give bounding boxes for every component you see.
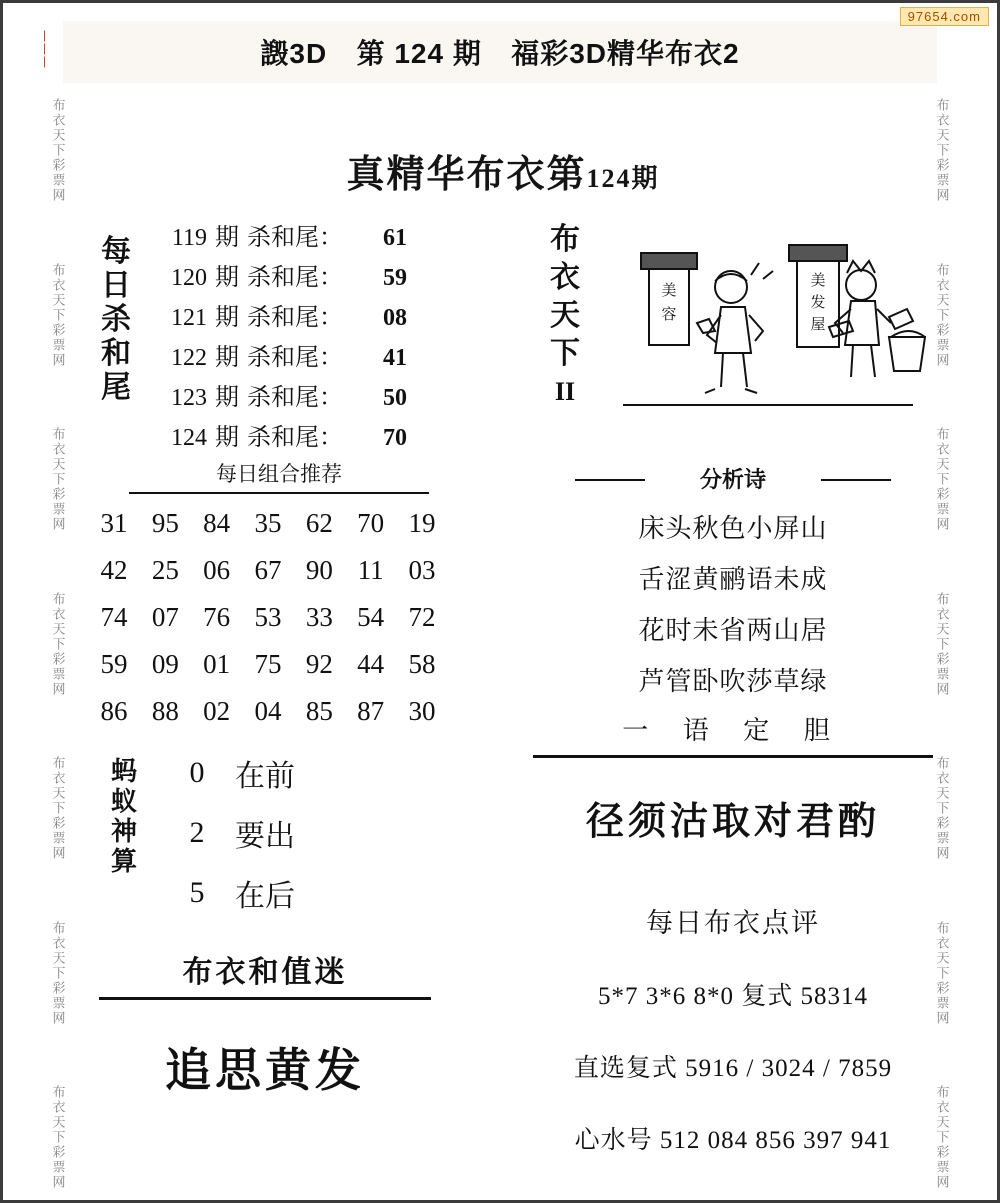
hezhi-riddle-title: 布衣和值迷 <box>99 947 431 1000</box>
title-prefix: 譭3D <box>260 38 328 69</box>
combo-recommend-title: 每日组合推荐 <box>129 458 429 494</box>
watermark-text: 布衣天下彩票网 <box>934 98 950 203</box>
grid-cell: 03 <box>408 555 436 585</box>
row-value: 59 <box>383 265 407 291</box>
period-unit: 期 <box>215 385 239 411</box>
watermark-text: 布衣天下彩票网 <box>934 427 950 532</box>
kill-sum-list <box>145 217 445 457</box>
row-label: 杀和尾： <box>247 345 343 371</box>
table-row <box>91 508 445 539</box>
ant-divination-block <box>85 743 445 933</box>
grid-cell: 72 <box>408 602 436 632</box>
grid-cell: 62 <box>305 508 333 538</box>
ant-number: 0 <box>189 756 205 789</box>
period-number: 121 <box>171 305 207 331</box>
one-word-answer: 径须沽取对君酌 <box>585 801 880 843</box>
review-line: 直选复式 5916 / 3024 / 7859 <box>573 1055 893 1082</box>
svg-text:美: 美 <box>810 273 826 289</box>
period-unit: 期 <box>215 305 239 331</box>
watermark-text: 布衣天下彩票网 <box>934 262 950 368</box>
grid-cell: 44 <box>357 649 385 679</box>
svg-text:容: 容 <box>661 307 677 323</box>
grid-cell: 09 <box>151 649 179 679</box>
period-unit: 期 <box>215 265 239 291</box>
site-badge: 97654.com <box>900 7 989 26</box>
red-tick-marks <box>43 29 61 68</box>
grid-cell: 67 <box>254 555 282 585</box>
grid-cell: 95 <box>151 508 179 538</box>
row-label: 杀和尾： <box>247 425 343 451</box>
grid-cell: 19 <box>408 508 436 538</box>
period-number: 120 <box>171 265 207 291</box>
grid-cell: 07 <box>151 602 179 632</box>
grid-cell: 04 <box>254 696 282 726</box>
one-word-label: 一 语 定 胆 <box>533 710 933 758</box>
poem-line: 床头秋色小屏山 <box>638 514 828 543</box>
watermark-text: 布衣天下彩票网 <box>50 920 66 1026</box>
page-title <box>260 32 739 72</box>
grid-cell: 58 <box>408 649 436 679</box>
period-unit: 期 <box>215 225 239 251</box>
row-label: 杀和尾： <box>247 305 343 331</box>
grid-cell: 02 <box>203 696 231 726</box>
headline-issue: 124 <box>586 164 632 193</box>
row-label: 杀和尾： <box>247 225 343 251</box>
illustration-title <box>545 221 585 411</box>
period-number: 124 <box>171 425 207 451</box>
kill-sum-label: 每日杀和尾 <box>101 235 131 404</box>
right-column <box>533 211 933 1156</box>
grid-cell: 35 <box>254 508 282 538</box>
grid-cell: 92 <box>305 649 333 679</box>
grid-cell: 75 <box>254 649 282 679</box>
kill-sum-block <box>85 211 445 456</box>
watermark-text: 布衣天下彩票网 <box>50 98 66 203</box>
grid-cell: 85 <box>305 696 333 726</box>
grid-cell: 90 <box>305 555 333 585</box>
table-row <box>145 377 445 417</box>
period-number: 122 <box>171 345 207 371</box>
grid-cell: 01 <box>203 649 231 679</box>
period-number: 123 <box>171 385 207 411</box>
watermark-text: 布衣天下彩票网 <box>50 756 66 861</box>
grid-cell: 25 <box>151 555 179 585</box>
hezhi-riddle-answer: 追思黄发 <box>165 1045 365 1096</box>
daily-review-title: 每日布衣点评 <box>646 908 820 938</box>
period-number: 119 <box>171 225 207 251</box>
title-main: 福彩3D精华布衣2 <box>511 38 740 69</box>
row-label: 杀和尾： <box>247 265 343 291</box>
watermark-text: 布衣天下彩票网 <box>934 1085 950 1190</box>
red-mark-3: | <box>43 54 47 68</box>
grid-cell: 30 <box>408 696 436 726</box>
poem-line: 芦管卧吹莎草绿 <box>638 667 828 696</box>
grid-cell: 88 <box>151 696 179 726</box>
table-row <box>91 602 445 633</box>
row-value: 08 <box>383 305 407 331</box>
sheet-headline <box>3 143 1000 198</box>
table-row <box>145 417 445 457</box>
grid-cell: 86 <box>100 696 128 726</box>
analysis-poem-title <box>533 463 933 494</box>
grid-cell: 54 <box>357 602 385 632</box>
grid-cell: 53 <box>254 602 282 632</box>
poem-line: 花时未省两山居 <box>638 616 828 645</box>
review-line: 心水号 512 084 856 397 941 <box>574 1127 892 1154</box>
ant-divination-label: 蚂蚁神算 <box>110 757 137 876</box>
watermark-text: 布衣天下彩票网 <box>934 591 950 697</box>
red-mark-1: | <box>43 28 47 42</box>
watermark-text: 布衣天下彩票网 <box>50 427 66 532</box>
row-value: 41 <box>383 345 407 371</box>
table-row <box>91 696 445 727</box>
table-row <box>145 217 445 257</box>
grid-cell: 70 <box>357 508 385 538</box>
grid-cell: 87 <box>357 696 385 726</box>
period-unit: 期 <box>215 345 239 371</box>
ant-word: 要出 <box>235 820 295 853</box>
page-title-bar <box>63 21 937 83</box>
illustration-title-numeral: II <box>554 377 576 406</box>
row-value: 50 <box>383 385 407 411</box>
watermark-text: 布衣天下彩票网 <box>934 756 950 861</box>
svg-text:发: 发 <box>810 295 826 311</box>
svg-text:美: 美 <box>661 283 677 299</box>
grid-cell: 74 <box>100 602 128 632</box>
grid-cell: 59 <box>100 649 128 679</box>
watermark-text: 布衣天下彩票网 <box>50 591 66 697</box>
ant-word: 在后 <box>235 880 295 913</box>
red-mark-2: | <box>43 41 47 55</box>
watermark-text: 布衣天下彩票网 <box>934 920 950 1026</box>
poem-line: 舌涩黄鹂语未成 <box>638 565 828 594</box>
illustration-block <box>533 211 933 461</box>
analysis-poem-title-text: 分析诗 <box>699 467 766 492</box>
grid-cell: 06 <box>203 555 231 585</box>
review-line: 5*7 3*6 8*0 复式 58314 <box>597 983 868 1010</box>
table-row <box>91 555 445 586</box>
watermark-rail-left <box>41 98 75 1190</box>
grid-cell: 31 <box>100 508 128 538</box>
headline-suffix: 期 <box>631 164 660 193</box>
grid-cell: 33 <box>305 602 333 632</box>
table-row <box>145 257 445 297</box>
ant-number: 2 <box>189 816 205 849</box>
grid-cell: 11 <box>357 555 384 585</box>
headline-main: 真精华布衣第 <box>346 154 587 196</box>
title-issue: 第 124 期 <box>356 38 482 69</box>
combo-number-grid <box>85 508 445 727</box>
period-unit: 期 <box>215 425 239 451</box>
cartoon-svg <box>603 229 933 429</box>
grid-cell: 76 <box>203 602 231 632</box>
watermark-text: 布衣天下彩票网 <box>50 1085 66 1190</box>
illustration-title-text: 布衣天下 <box>550 223 580 370</box>
left-column <box>85 211 445 1100</box>
table-row <box>91 649 445 680</box>
svg-text:屋: 屋 <box>810 317 826 333</box>
grid-cell: 42 <box>100 555 128 585</box>
row-value: 61 <box>383 225 407 251</box>
cartoon-illustration <box>603 229 933 429</box>
grid-cell: 84 <box>203 508 231 538</box>
row-label: 杀和尾： <box>247 385 343 411</box>
table-row <box>145 297 445 337</box>
ant-number: 5 <box>189 876 205 909</box>
table-row <box>145 337 445 377</box>
watermark-text: 布衣天下彩票网 <box>50 262 66 368</box>
ant-word: 在前 <box>235 760 295 793</box>
row-value: 70 <box>383 425 407 451</box>
